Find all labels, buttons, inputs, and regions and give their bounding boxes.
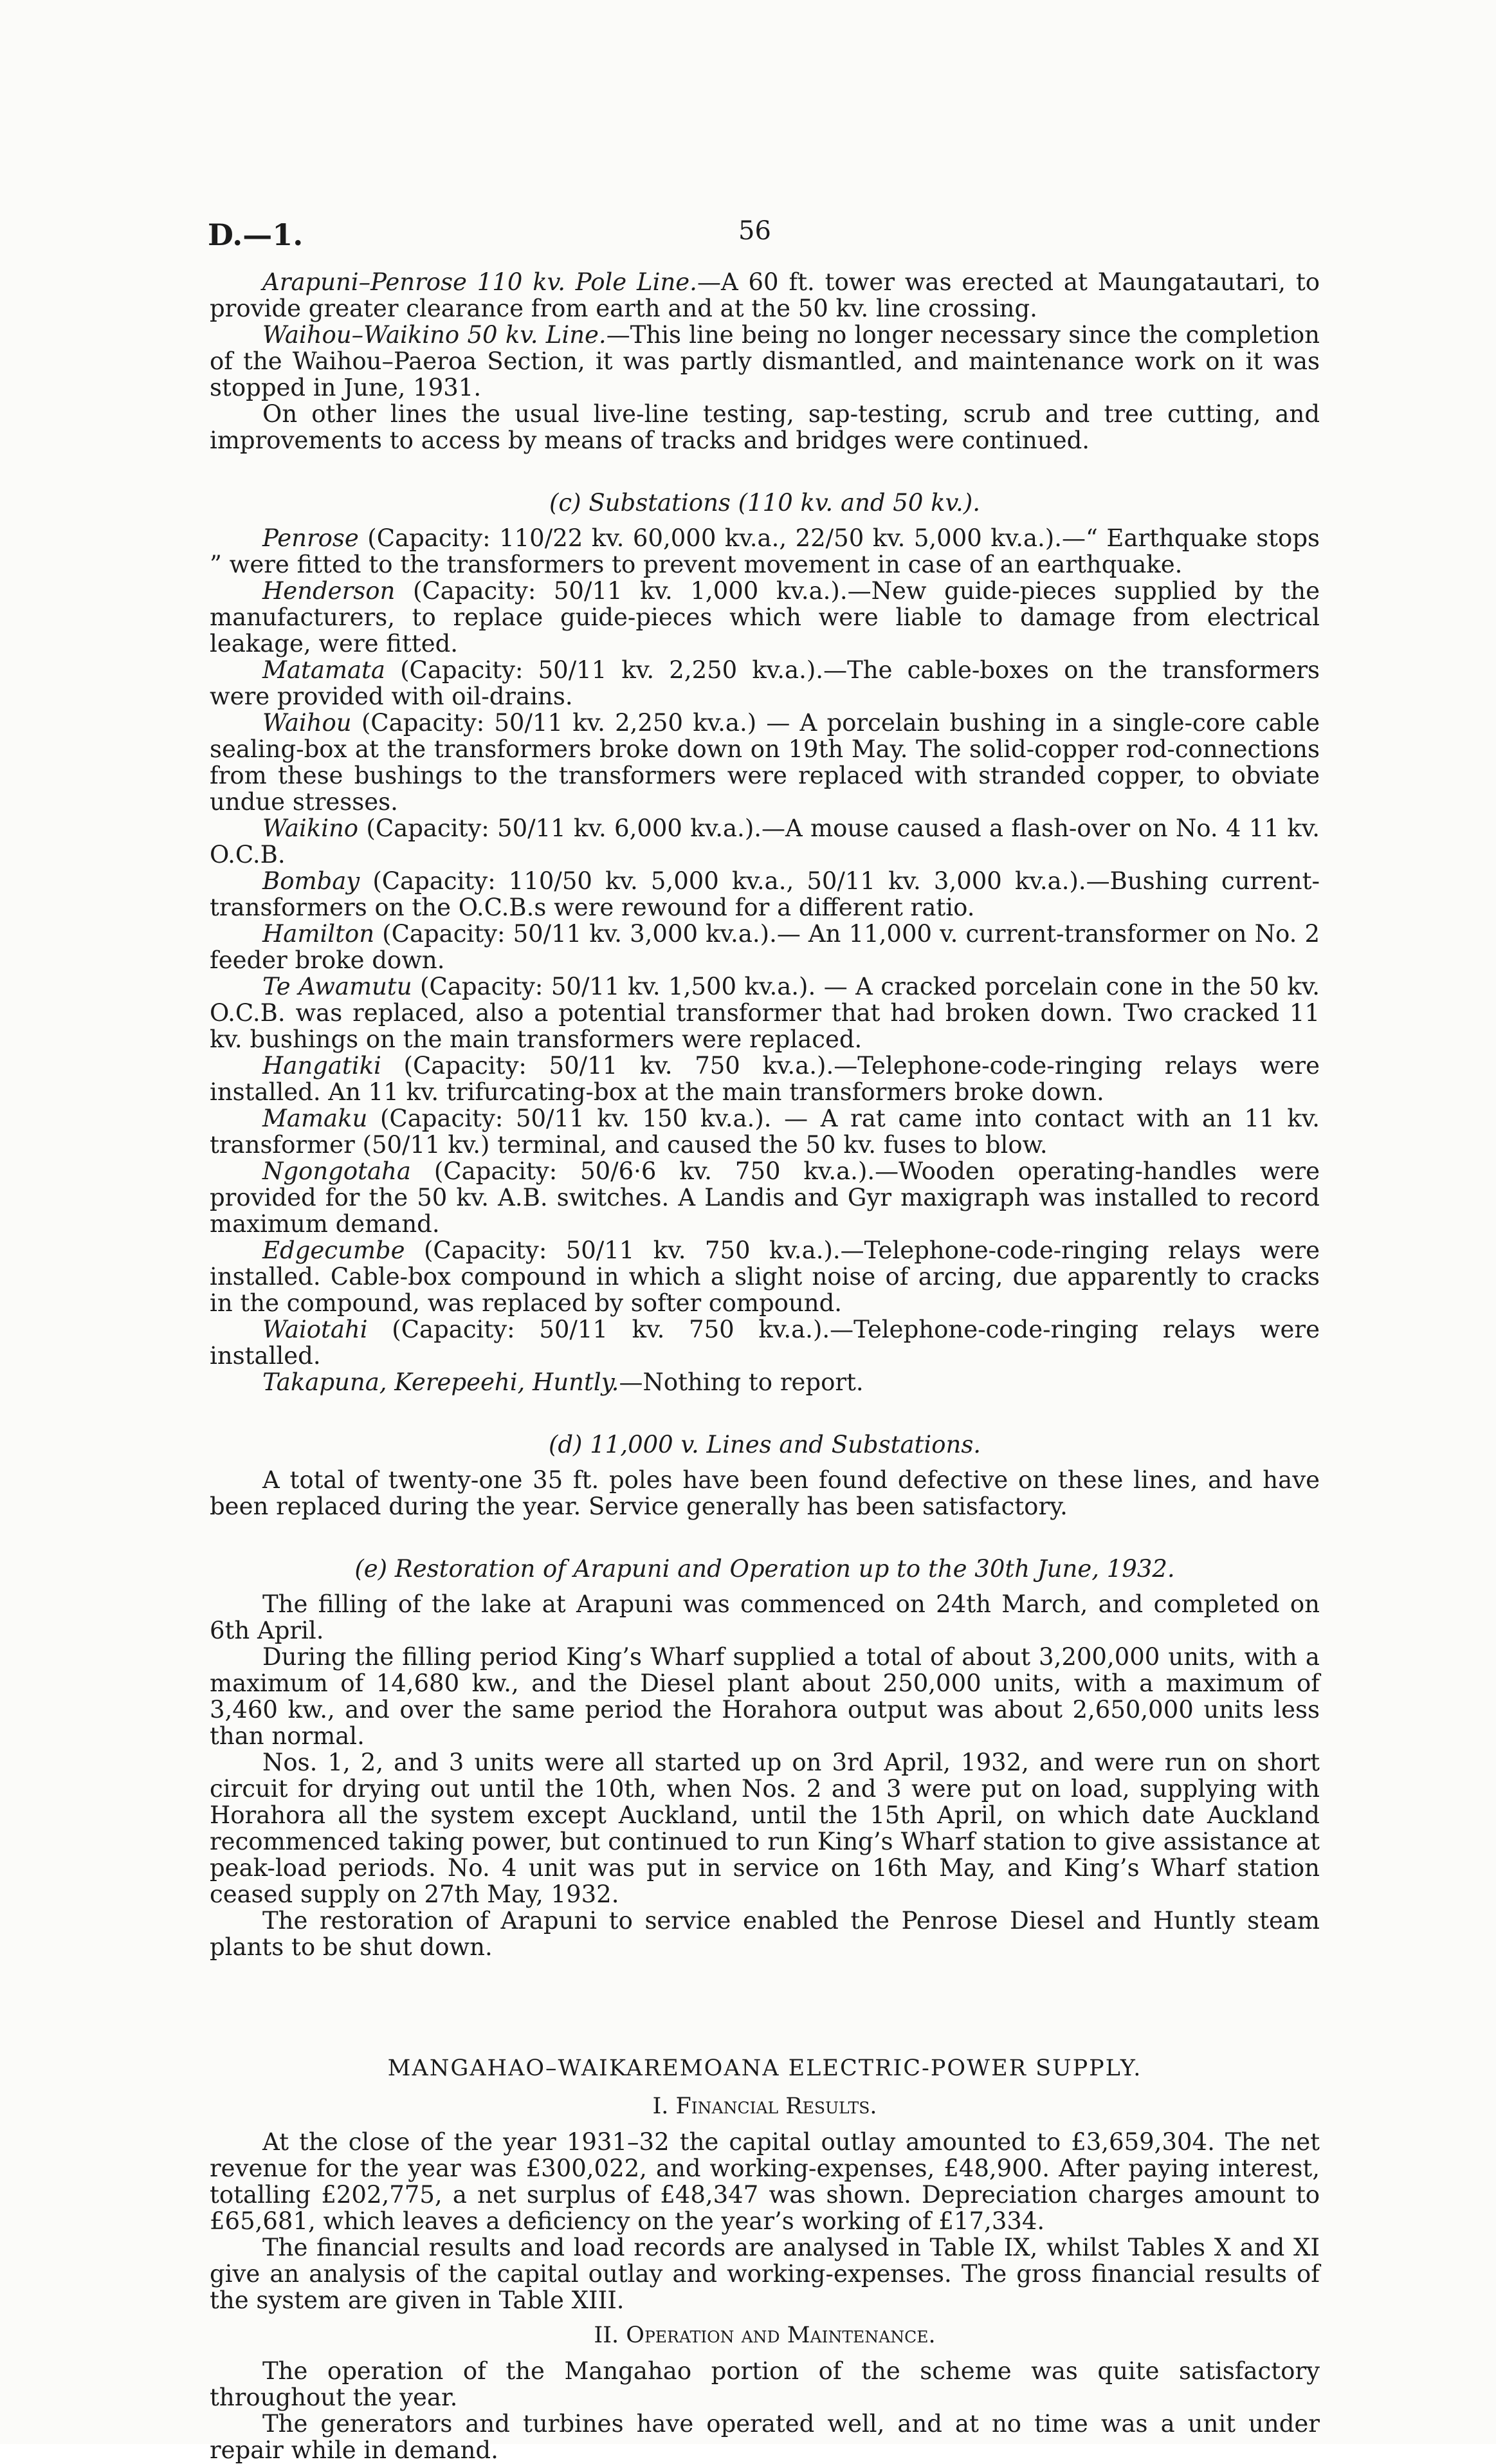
substation-entry bbox=[210, 1105, 1320, 1158]
substation-entry bbox=[210, 1053, 1320, 1105]
substation-entry bbox=[210, 868, 1320, 921]
substation-text: (Capacity: 50/11 kv. 2,250 kv.a.).—The cable-boxes on the transformers were provided with oil-drains. bbox=[210, 656, 1320, 710]
substation-text: (Capacity: 110/22 kv. 60,000 kv.a., 22/50 kv. 5,000 kv.a.).—“ Earthquake stops ” were fitted to the transformers to prevent movement in case of an earthquake. bbox=[210, 524, 1320, 578]
heading-substations: (c) Substations (110 kv. and 50 kv.). bbox=[549, 489, 981, 517]
substation-text: (Capacity: 50/11 kv. 3,000 kv.a.).— An 11,000 v. current-transformer on No. 2 feeder broke down. bbox=[210, 920, 1320, 974]
heading-restoration: (e) Restoration of Arapuni and Operation up to the 30th June, 1932. bbox=[354, 1555, 1175, 1583]
subheading-financial-results: I. Financial Results. bbox=[652, 2093, 877, 2119]
paragraph bbox=[210, 401, 1320, 454]
substation-name: Henderson bbox=[262, 577, 396, 605]
paragraph bbox=[210, 322, 1320, 401]
paragraph: The filling of the lake at Arapuni was commenced on 24th March, and completed on 6th April. bbox=[210, 1590, 1320, 1644]
heading-11kv-lines: (d) 11,000 v. Lines and Substations. bbox=[548, 1431, 981, 1458]
substation-text: (Capacity: 50/11 kv. 1,500 kv.a.). — A cracked porcelain cone in the 50 kv. O.C.B. was replaced, also a potential transformer that had broken down. Two cracked 11 kv. bushings on the main transformers were replaced. bbox=[210, 973, 1320, 1053]
substation-text: (Capacity: 50/11 kv. 150 kv.a.). — A rat came into contact with an 11 kv. transformer (50/11 kv.) terminal, and caused the 50 kv. fuses to blow. bbox=[210, 1105, 1320, 1159]
substation-name: Waihou bbox=[262, 709, 352, 737]
page-number: 56 bbox=[738, 216, 771, 246]
substation-name: Hamilton bbox=[262, 920, 375, 948]
substation-entry bbox=[210, 921, 1320, 973]
substation-text: (Capacity: 50/11 kv. 750 kv.a.).—Telephone-code-ringing relays were installed. Cable-box compound in which a slight noise of arcing, due apparently to cracks in the compound, was replaced by softer compound. bbox=[210, 1237, 1320, 1317]
substation-entry bbox=[210, 710, 1320, 815]
substation-entry bbox=[210, 973, 1320, 1053]
substation-entry bbox=[210, 525, 1320, 578]
substation-text: (Capacity: 50/11 kv. 2,250 kv.a.) — A porcelain bushing in a single-core cable sealing-box at the transformers broke down on 19th May. The solid-copper rod-connections from these bushings to the transformers were replaced with stranded copper, to obviate undue stresses. bbox=[210, 709, 1320, 816]
substation-text: (Capacity: 50/11 kv. 6,000 kv.a.).—A mouse caused a flash-over on No. 4 11 kv. O.C.B. bbox=[210, 814, 1320, 869]
substation-entry bbox=[210, 1316, 1320, 1369]
substation-name: Hangatiki bbox=[262, 1052, 381, 1080]
paragraph: The generators and turbines have operated well, and at no time was a unit under repair while in demand. bbox=[210, 2410, 1320, 2464]
paragraph: At the close of the year 1931–32 the capital outlay amounted to £3,659,304. The net revenue for the year was £300,022, and working-expenses, £48,900. After paying interest, totalling £202,775, a net surplus of £48,347 was shown. Depreciation charges amount to £65,681, which leaves a deficiency on the year’s working of £17,334. bbox=[210, 2128, 1320, 2235]
substation-entry bbox=[210, 578, 1320, 657]
substation-name: Edgecumbe bbox=[262, 1237, 405, 1264]
document-id: D.—1. bbox=[208, 217, 304, 252]
substation-entry bbox=[210, 657, 1320, 710]
paragraph-lead: Arapuni–Penrose 110 kv. Pole Line. bbox=[262, 268, 697, 296]
paragraph: Nos. 1, 2, and 3 units were all started up on 3rd April, 1932, and were run on short circuit for drying out until the 10th, when Nos. 2 and 3 were put on load, supplying with Horahora all the system except Auckland, until the 15th April, on which date Auckland recommenced taking power, but continued to run King’s Wharf station to give assistance at peak-load periods. No. 4 unit was put in service on 16th May, and King’s Wharf station ceased supply on 27th May, 1932. bbox=[210, 1749, 1320, 1908]
substation-entry bbox=[210, 1237, 1320, 1316]
substation-name: Mamaku bbox=[262, 1105, 368, 1132]
substation-text: (Capacity: 50/11 kv. 750 kv.a.).—Telephone-code-ringing relays were installed. An 11 kv. trifurcating-box at the main transformers broke down. bbox=[210, 1052, 1320, 1106]
substation-name: Waikino bbox=[262, 814, 359, 842]
section-title: MANGAHAO–WAIKAREMOANA ELECTRIC-POWER SUPPLY. bbox=[387, 2055, 1142, 2081]
substation-name: Te Awamutu bbox=[262, 973, 412, 1000]
substation-entry bbox=[210, 1369, 1320, 1395]
paragraph: The operation of the Mangahao portion of the scheme was quite satisfactory throughout the year. bbox=[210, 2357, 1320, 2411]
substation-text: (Capacity: 50/11 kv. 750 kv.a.).—Telephone-code-ringing relays were installed. bbox=[210, 1316, 1320, 1370]
substation-text: (Capacity: 50/11 kv. 1,000 kv.a.).—New guide-pieces supplied by the manufacturers, to replace guide-pieces which were liable to damage from electrical leakage, were fitted. bbox=[210, 577, 1320, 657]
paragraph: The restoration of Arapuni to service enabled the Penrose Diesel and Huntly steam plants to be shut down. bbox=[210, 1907, 1320, 1961]
paragraph bbox=[210, 269, 1320, 322]
paragraph: A total of twenty-one 35 ft. poles have been found defective on these lines, and have been replaced during the year. Service generally has been satisfactory. bbox=[210, 1466, 1320, 1520]
paragraph: During the filling period King’s Wharf supplied a total of about 3,200,000 units, with a maximum of 14,680 kw., and the Diesel plant about 250,000 units, with a maximum of 3,460 kw., and over the same period the Horahora output was about 2,650,000 units less than normal. bbox=[210, 1643, 1320, 1750]
substation-name: Ngongotaha bbox=[262, 1157, 411, 1185]
substation-entry bbox=[210, 1158, 1320, 1237]
substation-text: —Nothing to report. bbox=[619, 1368, 864, 1396]
substation-name: Waiotahi bbox=[262, 1316, 368, 1343]
substation-name: Bombay bbox=[262, 867, 360, 895]
substation-name: Takapuna, Kerepeehi, Huntly. bbox=[262, 1368, 619, 1396]
page-body bbox=[210, 269, 1320, 2463]
subheading-operation-maintenance: II. Operation and Maintenance. bbox=[594, 2322, 936, 2348]
substation-text: (Capacity: 110/50 kv. 5,000 kv.a., 50/11 kv. 3,000 kv.a.).—Bushing current-transformers on the O.C.B.s were rewound for a different ratio. bbox=[210, 867, 1320, 921]
substation-entry bbox=[210, 815, 1320, 868]
paragraph-text: —This line being no longer necessary since the completion of the Waihou–Paeroa Section, it was partly dismantled, and maintenance work on it was stopped in June, 1931. bbox=[210, 321, 1320, 401]
substation-text: (Capacity: 50/6·6 kv. 750 kv.a.).—Wooden operating-handles were provided for the 50 kv. A.B. switches. A Landis and Gyr maxigraph was installed to record maximum demand. bbox=[210, 1157, 1320, 1238]
substation-name: Matamata bbox=[262, 656, 385, 684]
paragraph-text: —A 60 ft. tower was erected at Maungatautari, to provide greater clearance from earth and at the 50 kv. line crossing. bbox=[210, 268, 1320, 322]
substation-name: Penrose bbox=[262, 524, 359, 552]
paragraph-text: On other lines the usual live-line testing, sap-testing, scrub and tree cutting, and improvements to access by means of tracks and bridges were continued. bbox=[210, 400, 1320, 454]
paragraph: The financial results and load records are analysed in Table IX, whilst Tables X and XI give an analysis of the capital outlay and working-expenses. The gross financial results of the system are given in Table XIII. bbox=[210, 2234, 1320, 2314]
paragraph-lead: Waihou–Waikino 50 kv. Line. bbox=[262, 321, 607, 349]
